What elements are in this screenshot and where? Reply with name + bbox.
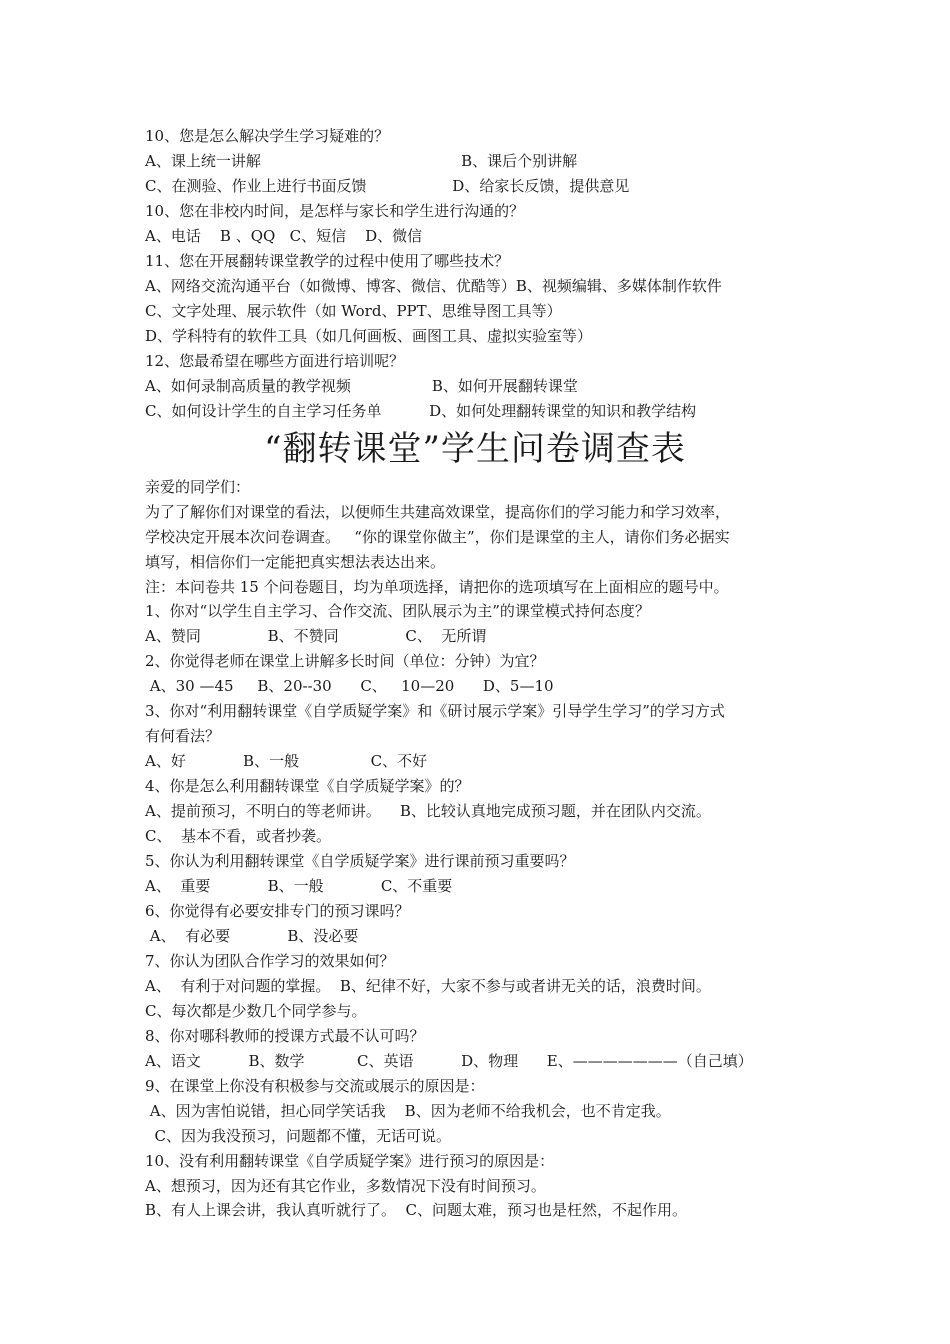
question-1-options: A、赞同 B、不赞同 C、 无所谓 xyxy=(145,627,487,645)
question-9: 9、在课堂上你没有积极参与交流或展示的原因是： xyxy=(145,1077,485,1095)
question-3-options: A、好 B、一般 C、不好 xyxy=(145,752,428,770)
question-9-option-c: C、因为我没预习，问题都不懂，无话可说。 xyxy=(145,1127,452,1145)
question-1: 1、你对“以学生自主学习、合作交流、团队展示为主”的课堂模式持何态度？ xyxy=(145,602,650,620)
teacher-question-11: 11、您在开展翻转课堂教学的过程中使用了哪些技术？ xyxy=(145,252,510,270)
intro-line-3: 填写，相信你们一定能把真实想法表达出来。 xyxy=(145,553,446,571)
question-7-options-ab: A、 有利于对问题的掌握。 B、纪律不好，大家不参与或者讲无关的话，浪费时间。 xyxy=(145,977,711,995)
question-10-options-bc: B、有人上课会讲，我认真听就行了。 C、问题太难，预习也是枉然，不起作用。 xyxy=(145,1201,688,1219)
teacher-question-10b: 10、您在非校内时间，是怎样与家长和学生进行沟通的？ xyxy=(145,202,525,220)
question-7-option-c: C、每次都是少数几个同学参与。 xyxy=(145,1002,367,1020)
question-4-option-c: C、 基本不看，或者抄袭。 xyxy=(145,827,332,845)
survey-title: “翻转课堂”学生问卷调查表 xyxy=(264,429,686,469)
teacher-options-12-ab: A、如何录制高质量的教学视频 B、如何开展翻转课堂 xyxy=(145,377,578,395)
question-3: 3、你对“利用翻转课堂《自学质疑学案》和《研讨展示学案》引导学生学习”的学习方式 xyxy=(145,702,725,720)
teacher-options-10b: A、电话 B 、QQ C、短信 D、微信 xyxy=(145,227,423,245)
question-6-options: A、 有必要 B、没必要 xyxy=(145,927,359,945)
question-5-options: A、 重要 B、一般 C、不重要 xyxy=(145,877,453,895)
intro-line-1: 为了了解你们对课堂的看法，以便师生共建高效课堂，提高你们的学习能力和学习效率， xyxy=(145,503,731,521)
question-10: 10、没有利用翻转课堂《自学质疑学案》进行预习的原因是： xyxy=(145,1152,555,1170)
intro-line-2: 学校决定开展本次问卷调查。 “你的课堂你做主”，你们是课堂的主人，请你们务必据实 xyxy=(145,528,730,546)
teacher-options-10a-cd: C、在测验、作业上进行书面反馈 D、给家长反馈，提供意见 xyxy=(145,177,630,195)
question-2-options: A、30 —45 B、20--30 C、 10—20 D、5—10 xyxy=(145,677,554,695)
question-8: 8、你对哪科教师的授课方式最不认可吗？ xyxy=(145,1027,425,1045)
teacher-options-11-ab: A、网络交流沟通平台（如微博、博客、微信、优酷等）B、视频编辑、多媒体制作软件 xyxy=(145,277,722,295)
teacher-question-12: 12、您最希望在哪些方面进行培训呢？ xyxy=(145,352,405,370)
teacher-options-11-c: C、文字处理、展示软件（如 Word、PPT、思维导图工具等） xyxy=(145,302,562,320)
question-3-continued: 有何看法？ xyxy=(145,727,221,745)
question-9-options-ab: A、因为害怕说错，担心同学笑话我 B、因为老师不给我机会，也不肯定我。 xyxy=(145,1102,671,1120)
teacher-question-10a: 10、您是怎么解决学生学习疑难的？ xyxy=(145,127,390,145)
question-10-option-a: A、想预习，因为还有其它作业，多数情况下没有时间预习。 xyxy=(145,1177,546,1195)
question-4-options-ab: A、提前预习，不明白的等老师讲。 B、比较认真地完成预习题，并在团队内交流。 xyxy=(145,802,711,820)
question-6: 6、你觉得有必要安排专门的预习课吗？ xyxy=(145,902,410,920)
teacher-options-10a-ab: A、课上统一讲解 B、课后个别讲解 xyxy=(145,152,578,170)
question-8-options: A、语文 B、数学 C、英语 D、物理 E、———————（自己填） xyxy=(145,1052,753,1070)
question-5: 5、你认为利用翻转课堂《自学质疑学案》进行课前预习重要吗？ xyxy=(145,852,575,870)
greeting: 亲爱的同学们： xyxy=(145,478,251,496)
question-4: 4、你是怎么利用翻转课堂《自学质疑学案》的？ xyxy=(145,777,470,795)
teacher-options-11-d: D、学科特有的软件工具（如几何画板、画图工具、虚拟实验室等） xyxy=(145,327,593,345)
note-line: 注：本问卷共 15 个问卷题目，均为单项选择，请把你的选项填写在上面相应的题号中。 xyxy=(145,578,729,596)
teacher-options-12-cd: C、如何设计学生的自主学习任务单 D、如何处理翻转课堂的知识和教学结构 xyxy=(145,402,697,420)
question-7: 7、你认为团队合作学习的效果如何？ xyxy=(145,952,395,970)
question-2: 2、你觉得老师在课堂上讲解多长时间（单位：分钟）为宜？ xyxy=(145,652,545,670)
